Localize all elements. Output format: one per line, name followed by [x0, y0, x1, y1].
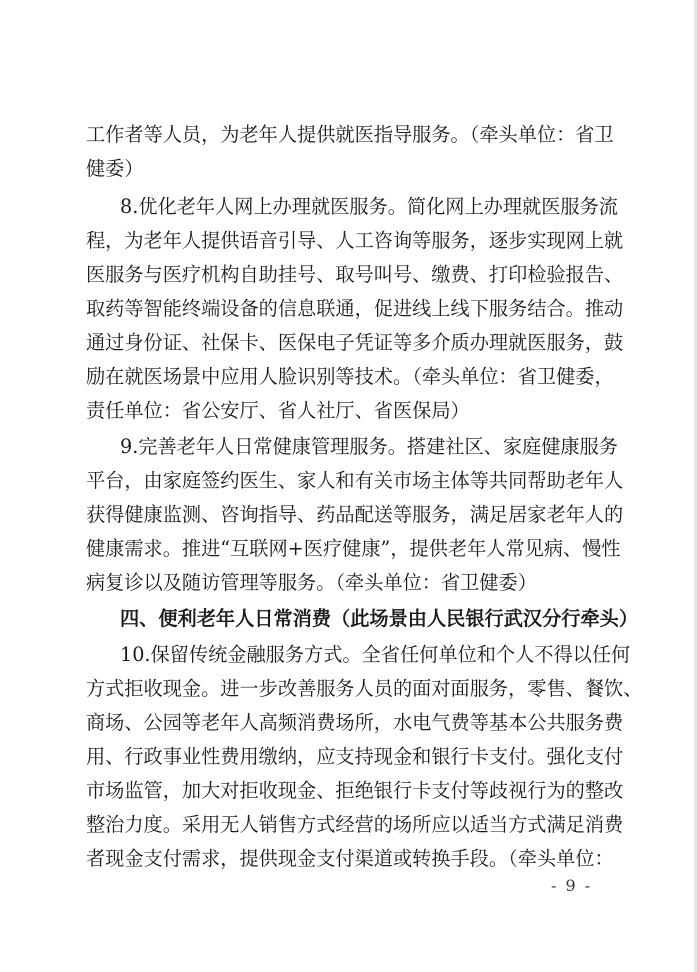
text-line: 10.保留传统金融服务方式。全省任何单位和个人不得以任何 — [120, 643, 631, 666]
text-line: 获得健康监测、咨询指导、药品配送等服务，满足居家老年人的 — [86, 503, 624, 526]
text-line: 健康需求。推进“互联网+医疗健康”，提供老年人常见病、慢性 — [86, 537, 621, 560]
text-line: 健委） — [86, 157, 144, 180]
text-line: 9.完善老年人日常健康管理服务。搭建社区、家庭健康服务 — [120, 435, 618, 458]
text-line: 工作者等人员，为老年人提供就医指导服务。（牵头单位：省卫 — [86, 123, 614, 146]
text-line: 平台，由家庭签约医生、家人和有关市场主体等共同帮助老年人 — [86, 469, 624, 492]
text-line: 商场、公园等老年人高频消费场所，水电气费等基本公共服务费 — [86, 711, 624, 734]
text-line: 整治力度。采用无人销售方式经营的场所应以适当方式满足消费 — [86, 813, 624, 836]
text-line: 方式拒收现金。进一步改善服务人员的面对面服务，零售、餐饮、 — [86, 677, 643, 700]
text-line: 用、行政事业性费用缴纳，应支持现金和银行卡支付。强化支付 — [86, 745, 624, 768]
text-line: 8.优化老年人网上办理就医服务。简化网上办理就医服务流 — [120, 195, 618, 218]
text-line: 取药等智能终端设备的信息联通，促进线上线下服务结合。推动 — [86, 297, 624, 320]
text-line: 通过身份证、社保卡、医保电子凭证等多介质办理就医服务，鼓 — [86, 331, 624, 354]
section-heading: 四、便利老年人日常消费（此场景由人民银行武汉分行牵头） — [120, 607, 639, 630]
text-line: 病复诊以及随访管理等服务。（牵头单位：省卫健委） — [86, 571, 537, 594]
text-line: 责任单位：省公安厅、省人社厅、省医保局） — [86, 399, 470, 422]
text-line: 医服务与医疗机构自助挂号、取号叫号、缴费、打印检验报告、 — [86, 263, 624, 286]
page-number: - 9 - — [551, 876, 593, 895]
text-line: 励在就医场景中应用人脸识别等技术。（牵头单位：省卫健委， — [86, 365, 614, 388]
text-line: 者现金支付需求，提供现金支付渠道或转换手段。（牵头单位： — [86, 847, 614, 870]
text-line: 市场监管，加大对拒收现金、拒绝银行卡支付等歧视行为的整改 — [86, 779, 624, 802]
text-line: 程，为老年人提供语音引导、人工咨询等服务，逐步实现网上就 — [86, 229, 624, 252]
